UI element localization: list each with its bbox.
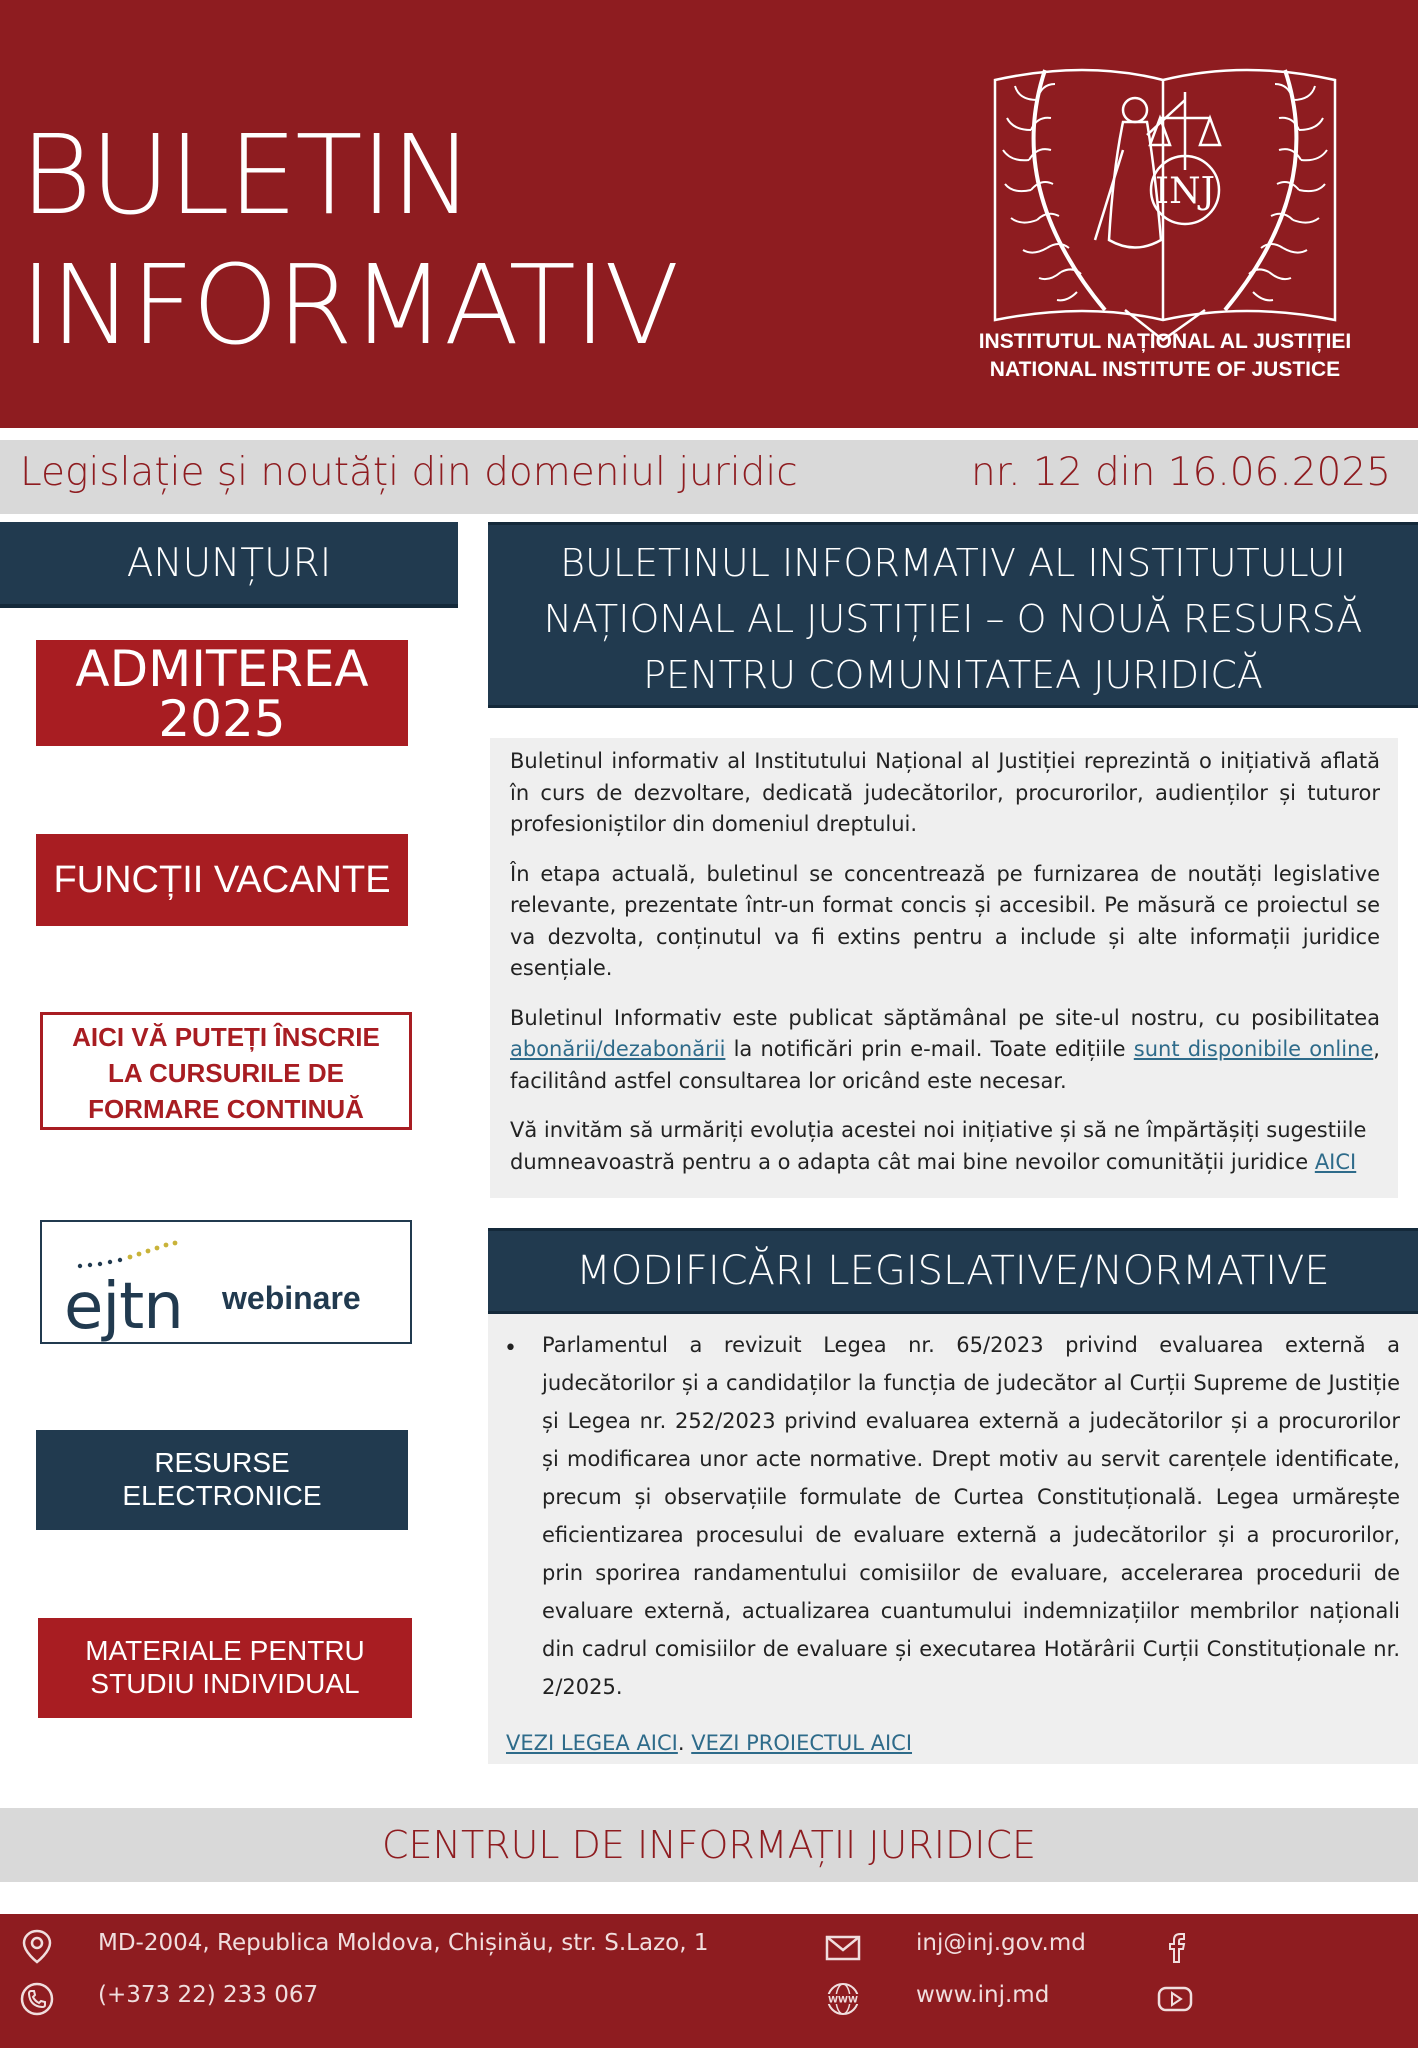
admiterea-year: 2025 — [158, 690, 286, 748]
admiterea-2025-button[interactable] — [36, 640, 408, 746]
p3-text-c: , facilitând astfel consultarea lor oricând este necesar. — [510, 1037, 1380, 1093]
title-line-2: INFORMATIV — [20, 241, 678, 369]
subtitle: Legislație și noutăți din domeniul juridic — [20, 450, 798, 495]
resurse-line-1: RESURSE — [154, 1447, 290, 1478]
phone-text: (+373 22) 233 067 — [98, 1982, 319, 2008]
bullet-icon: • — [504, 1336, 517, 1361]
functii-vacante-button[interactable]: FUNCȚII VACANTE — [36, 834, 408, 926]
editions-online-link[interactable]: sunt disponibile online — [1133, 1037, 1374, 1061]
logo-monogram: INJ — [1154, 171, 1216, 212]
issue-number: nr. 12 din 16.06.2025 — [971, 450, 1391, 495]
intro-text-box — [490, 738, 1398, 1198]
website-link[interactable]: www.inj.md — [916, 1982, 1050, 2008]
p3-text-b: la notificări prin e-mail. Toate edițiile — [725, 1037, 1134, 1061]
page-title — [20, 110, 678, 370]
intro-heading — [488, 522, 1418, 708]
globe-www-icon — [824, 1980, 862, 2018]
course-registration-button[interactable] — [40, 1012, 412, 1130]
legislation-box — [488, 1314, 1418, 1764]
p4-text: Vă invităm să urmăriți evoluția acestei noi inițiative și să ne împărtășiți sugestiile dumneavoastră pentru a o adapta cât mai bine nevoilor comunității juridice — [510, 1118, 1367, 1174]
resurse-line-2: ELECTRONICE — [122, 1480, 322, 1511]
materiale-line-1: MATERIALE PENTRU — [85, 1635, 365, 1666]
ejtn-webinars-label: webinare — [222, 1280, 361, 1316]
view-project-link[interactable]: VEZI PROIECTUL AICI — [691, 1731, 913, 1755]
p3-text-a: Buletinul Informativ este publicat săptămânal pe site-ul nostru, cu posibilitatea — [510, 1005, 1380, 1030]
contact-footer — [0, 1914, 1418, 2048]
address-text: MD-2004, Republica Moldova, Chișinău, str. S.Lazo, 1 — [98, 1930, 709, 1956]
study-materials-button[interactable] — [38, 1618, 412, 1718]
subscribe-link[interactable]: abonării/dezabonării — [510, 1037, 726, 1061]
legislation-item: Parlamentul a revizuit Legea nr. 65/2023 privind evaluarea externă a judecătorilor și a candidaților la funcția de judecător al Curții Supreme de Justiție și Legea nr. 252/2023 privind evaluarea externă a judecătorilor și a procurorilor și modificarea unor acte normative. Drept motiv au servit carențele identificate, precum și observațiile formulate de Curtea Constituțională. Legea urmărește eficientizarea procesului de evaluare externă a judecătorilor și a procurorilor, prin sporirea randamentului comisiilor de evaluare, accelerarea procedurii de evaluare externă, actualizarea cuantumului indemnizațiilor membrilor naționali din cadrul comisiilor de evaluare și executarea Hotărârii Curții Constituționale nr. 2/2025. — [542, 1333, 1400, 1699]
svg-text:WWW: WWW — [828, 1995, 858, 2006]
materiale-line-2: STUDIU INDIVIDUAL — [90, 1668, 360, 1699]
logo-caption — [960, 328, 1370, 384]
suggestions-link[interactable]: AICI — [1314, 1149, 1357, 1174]
youtube-icon[interactable] — [1156, 1980, 1194, 2018]
email-link[interactable]: inj@inj.gov.md — [916, 1930, 1086, 1956]
intro-heading-line-1: BULETINUL INFORMATIV AL INSTITUTULUI — [560, 541, 1346, 585]
location-pin-icon — [18, 1928, 56, 1966]
admiterea-label: ADMITEREA — [75, 640, 369, 698]
intro-paragraph-2: În etapa actuală, buletinul se concentrează pe furnizarea de noutăți legislative relevante, prezentate într-un format concis și accesibil. Pe măsură ce proiectul se va dezvolta, conținutul va fi extins pentru a include și alte informații juridice esențiale. — [510, 861, 1380, 980]
inscrie-line-2: LA CURSURILE DE — [108, 1058, 344, 1088]
inscrie-line-3: FORMARE CONTINUĂ — [88, 1094, 364, 1124]
intro-paragraph-3 — [510, 1003, 1380, 1098]
logo-caption-en: NATIONAL INSTITUTE OF JUSTICE — [989, 358, 1341, 381]
legislation-links — [506, 1724, 912, 1762]
inscrie-line-1: AICI VĂ PUTEȚI ÎNSCRIE — [72, 1022, 380, 1052]
electronic-resources-button[interactable] — [36, 1430, 408, 1530]
ejtn-stars-icon — [74, 1236, 204, 1272]
view-law-link[interactable]: VEZI LEGEA AICI — [506, 1731, 678, 1755]
email-icon — [824, 1928, 862, 1966]
intro-paragraph-1: Buletinul informativ al Institutului Național al Justiției reprezintă o inițiativă aflată în curs de dezvoltare, dedicată judecătorilor, procurorilor, audienților și tuturor profesioniștilor din domeniul dreptului. — [510, 749, 1380, 836]
legislation-heading: MODIFICĂRI LEGISLATIVE/NORMATIVE — [488, 1228, 1418, 1314]
ejtn-webinars-button[interactable] — [40, 1220, 412, 1344]
intro-heading-line-3: PENTRU COMUNITATEA JURIDICĂ — [643, 653, 1263, 697]
legal-info-center-title: CENTRUL DE INFORMAȚII JURIDICE — [0, 1808, 1418, 1882]
phone-icon — [18, 1980, 56, 2018]
ejtn-logo: ejtn — [64, 1270, 183, 1344]
intro-heading-line-2: NAȚIONAL AL JUSTIȚIEI – O NOUĂ RESURSĂ — [543, 597, 1363, 641]
logo-caption-ro: INSTITUTUL NAȚIONAL AL JUSTIȚIEI — [978, 330, 1352, 353]
intro-paragraph-4 — [510, 1115, 1380, 1178]
links-separator: . — [677, 1731, 692, 1755]
title-line-1: BULETIN — [20, 111, 472, 239]
announcements-heading: ANUNȚURI — [0, 522, 458, 608]
facebook-icon[interactable] — [1158, 1928, 1196, 1966]
